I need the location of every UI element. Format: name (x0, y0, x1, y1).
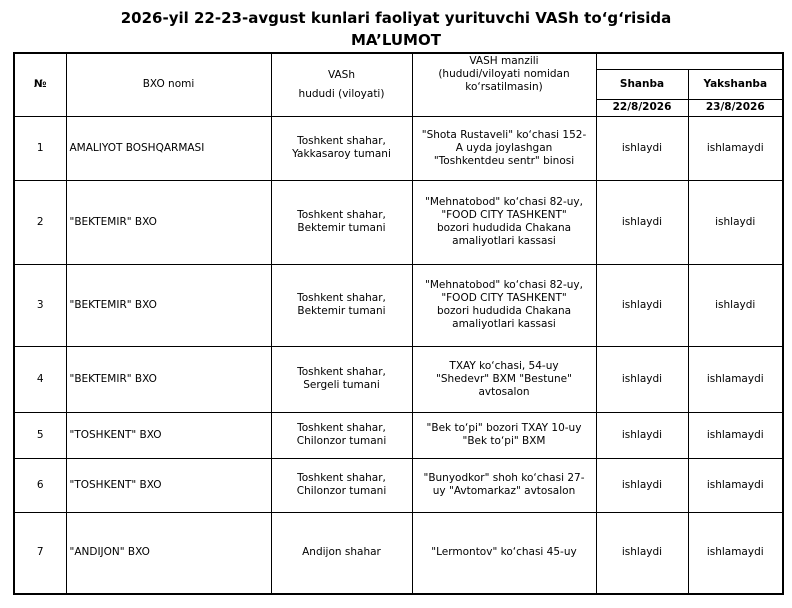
row-bxo-name: AMALIYOT BOSHQARMASI (66, 116, 271, 180)
row-number: 2 (14, 180, 66, 264)
row-address (412, 264, 596, 346)
row-address-line: "FOOD CITY TASHKENT" (441, 209, 567, 221)
row-address-line: "FOOD CITY TASHKENT" (441, 292, 567, 304)
row-sunday-status: ishlamaydi (688, 116, 783, 180)
row-region (271, 346, 412, 412)
row-address-line: A uyda joylashgan (455, 141, 553, 154)
row-address-line: "Bek to‘pi" BXM (462, 435, 546, 447)
row-region-line: Chilonzor tumani (296, 485, 387, 497)
row-address-line: "Lermontov" ko‘chasi 45-uy (431, 546, 577, 559)
header-vash-region-line2: hududi (viloyati) (298, 87, 385, 100)
row-bxo-name: "ANDIJON" BXO (66, 512, 271, 594)
table-row (14, 458, 783, 512)
row-saturday-status: ishlaydi (596, 180, 688, 264)
row-address-line: "Bunyodkor" shoh ko‘chasi 27- (423, 472, 585, 484)
row-number: 1 (14, 116, 66, 180)
table-row (14, 264, 783, 346)
header-sunday: Yakshanba (688, 69, 783, 99)
row-bxo-name: "BEKTEMIR" BXO (66, 264, 271, 346)
table-row (14, 412, 783, 458)
row-region-line: Toshkent shahar, (297, 366, 386, 378)
table-row (14, 180, 783, 264)
table-row (14, 116, 783, 180)
row-sunday-status: ishlaydi (688, 180, 783, 264)
row-saturday-status: ishlaydi (596, 116, 688, 180)
row-bxo-name: "TOSHKENT" BXO (66, 458, 271, 512)
row-sunday-status: ishlamaydi (688, 458, 783, 512)
header-vash-address-line1: VASH manzili (469, 55, 539, 67)
header-num: № (14, 53, 66, 116)
row-address-line: "Shedevr" BXM "Bestune" (436, 372, 572, 385)
header-row-1 (14, 53, 783, 69)
row-number: 3 (14, 264, 66, 346)
row-region-line: Toshkent shahar, (297, 209, 386, 221)
row-bxo-name: "TOSHKENT" BXO (66, 412, 271, 458)
row-saturday-status: ishlaydi (596, 412, 688, 458)
row-region (271, 512, 412, 594)
row-region-line: Bektemir tumani (297, 222, 386, 234)
header-sunday-date: 23/8/2026 (688, 99, 783, 116)
row-region-line: Toshkent shahar, (297, 292, 386, 304)
row-address-line: "Toshkentdeu sentr" binosi (433, 154, 575, 167)
row-region-line: Toshkent shahar, (297, 135, 386, 147)
row-saturday-status: ishlaydi (596, 512, 688, 594)
header-vash-region-line1: VASh (327, 68, 355, 81)
header-vash-address (412, 53, 596, 116)
row-address (412, 116, 596, 180)
row-number: 5 (14, 412, 66, 458)
header-blank-cell (596, 53, 783, 69)
row-bxo-name: "BEKTEMIR" BXO (66, 180, 271, 264)
schedule-table (13, 52, 784, 595)
header-saturday-date: 22/8/2026 (596, 99, 688, 116)
header-vash-region (271, 53, 412, 116)
row-address (412, 458, 596, 512)
row-region-line: Bektemir tumani (297, 305, 386, 317)
row-sunday-status: ishlamaydi (688, 512, 783, 594)
header-vash-address-line3: ko‘rsatilmasin) (465, 81, 543, 93)
row-sunday-status: ishlamaydi (688, 346, 783, 412)
row-address-line: "Mehnatobod" ko‘chasi 82-uy, (425, 196, 583, 208)
document-subtitle: MA’LUMOT (351, 31, 441, 49)
header-bxo-name: BXO nomi (66, 53, 271, 116)
row-region-line: Chilonzor tumani (296, 435, 387, 447)
row-region (271, 412, 412, 458)
row-sunday-status: ishlaydi (688, 264, 783, 346)
header-saturday: Shanba (596, 69, 688, 99)
row-address-line: bozori hududida Chakana (436, 222, 572, 234)
row-region-line: Sergeli tumani (303, 379, 380, 391)
table-row (14, 346, 783, 412)
row-region (271, 458, 412, 512)
row-address-line: bozori hududida Chakana (436, 305, 572, 317)
row-region-line: Yakkasaroy tumani (292, 148, 391, 160)
row-address-line: amaliyotlari kassasi (452, 235, 556, 247)
row-address-line: "Shota Rustaveli" ko‘chasi 152- (421, 128, 587, 141)
row-address (412, 346, 596, 412)
row-saturday-status: ishlaydi (596, 264, 688, 346)
row-address-line: "Mehnatobod" ko‘chasi 82-uy, (425, 279, 583, 291)
header-vash-address-line2: (hududi/viloyati nomidan (438, 68, 570, 80)
table-row (14, 512, 783, 594)
row-address-line: TXAY ko‘chasi, 54-uy (449, 359, 559, 372)
row-region-line: Toshkent shahar, (297, 472, 386, 484)
row-address-line: amaliyotlari kassasi (452, 318, 556, 330)
row-region (271, 264, 412, 346)
row-saturday-status: ishlaydi (596, 458, 688, 512)
row-number: 6 (14, 458, 66, 512)
row-saturday-status: ishlaydi (596, 346, 688, 412)
row-address-line: "Bek to‘pi" bozori TXAY 10-uy (426, 422, 582, 434)
row-address-line: avtosalon (478, 385, 530, 398)
row-address (412, 180, 596, 264)
row-address-line: uy "Avtomarkaz" avtosalon (432, 485, 576, 497)
row-sunday-status: ishlamaydi (688, 412, 783, 458)
row-region (271, 180, 412, 264)
row-region (271, 116, 412, 180)
row-number: 7 (14, 512, 66, 594)
document-title: 2026-yil 22-23-avgust kunlari faoliyat yurituvchi VASh to‘g‘risida (120, 9, 672, 27)
row-region-line: Toshkent shahar, (297, 422, 386, 434)
row-region-line: Andijon shahar (302, 546, 381, 559)
row-number: 4 (14, 346, 66, 412)
row-bxo-name: "BEKTEMIR" BXO (66, 346, 271, 412)
row-address (412, 412, 596, 458)
row-address (412, 512, 596, 594)
